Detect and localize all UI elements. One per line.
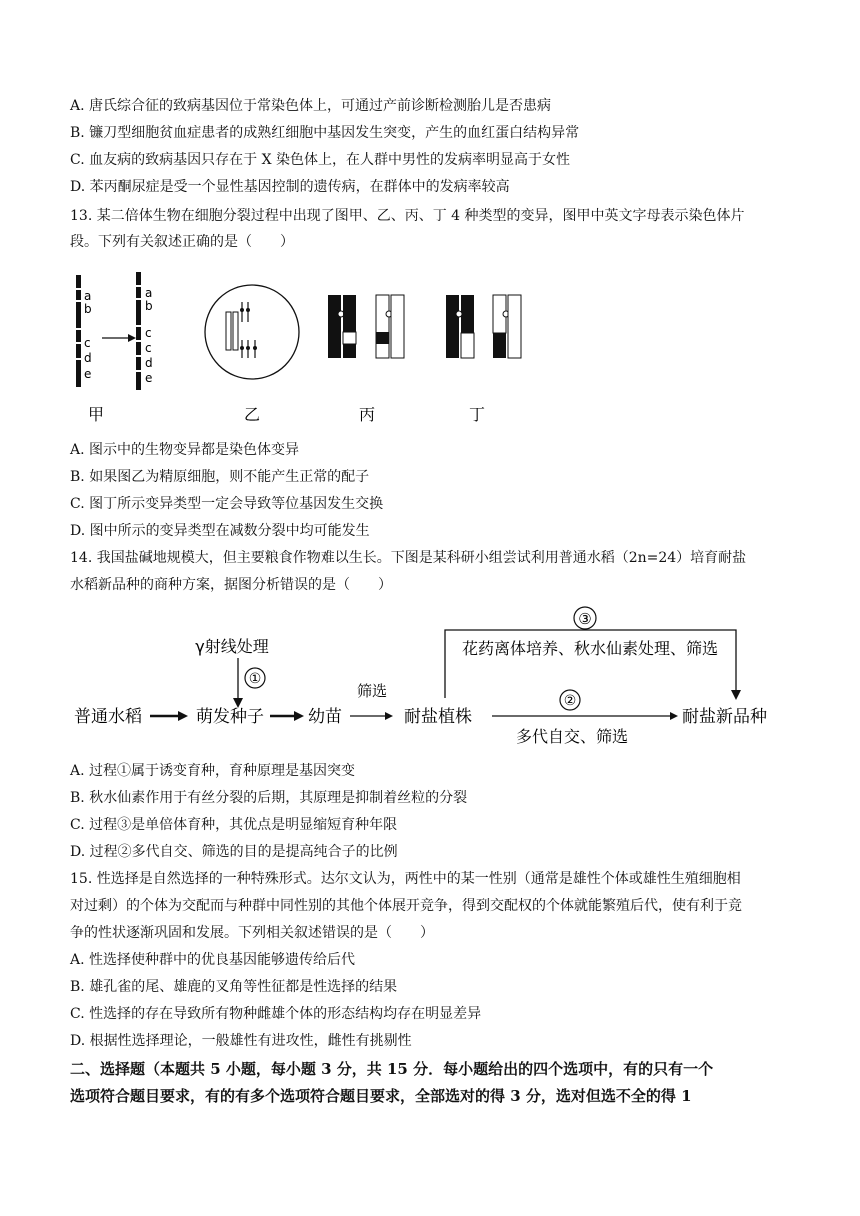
jia-left-letter-b: b bbox=[84, 302, 92, 316]
q14-stem-line2: 水稻新品种的商种方案，据图分析错误的是（ ） bbox=[70, 577, 392, 593]
q12-option-b: B. 镰刀型细胞贫血症患者的成熟红细胞中基因发生突变，产生的血红蛋白结构异常 bbox=[70, 125, 580, 141]
jia-right-letter-d: d bbox=[145, 356, 153, 370]
q15-stem-line3: 争的性状逐渐巩固和发展。下列相关叙述错误的是（ ） bbox=[70, 925, 434, 941]
q13-option-d: D. 图中所示的变异类型在减数分裂中均可能发生 bbox=[70, 523, 370, 539]
q13-option-a: A. 图示中的生物变异都是染色体变异 bbox=[70, 442, 300, 458]
jia-right-letter-c1: c bbox=[145, 326, 152, 340]
q13-chromosome-figure bbox=[60, 270, 560, 430]
q14-stem-line1: 14. 我国盐碱地规模大，但主要粮食作物难以生长。下图是某科研小组尝试利用普通水稻（2n=24）培育耐盐 bbox=[70, 550, 747, 566]
node-new-variety: 耐盐新品种 bbox=[682, 707, 767, 727]
jia-right-letter-b: b bbox=[145, 299, 153, 313]
q13-option-b: B. 如果图乙为精原细胞，则不能产生正常的配子 bbox=[70, 469, 370, 485]
jia-right-letter-a: a bbox=[145, 286, 153, 300]
step1-label: ① bbox=[248, 671, 262, 687]
jia-right-letter-c2: c bbox=[145, 341, 152, 355]
bing-chromosomes bbox=[328, 295, 404, 358]
jia-right-chromosome bbox=[135, 272, 153, 390]
node-seedling: 幼苗 bbox=[308, 707, 342, 727]
jia-right-letter-e: e bbox=[145, 371, 153, 385]
jia-left-chromosome bbox=[75, 275, 92, 387]
ding-chromosomes bbox=[446, 295, 521, 358]
yi-cell bbox=[205, 285, 299, 379]
jia-left-letter-c: c bbox=[84, 336, 91, 350]
q14-option-b: B. 秋水仙素作用于有丝分裂的后期，其原理是抑制着丝粒的分裂 bbox=[70, 790, 468, 806]
sieve-label: 筛选 bbox=[356, 682, 388, 700]
fig-label-ding: 丁 bbox=[469, 405, 486, 424]
q13-option-c: C. 图丁所示变异类型一定会导致等位基因发生交换 bbox=[70, 496, 384, 512]
fig-label-bing: 丙 bbox=[359, 405, 376, 424]
section2-heading-line1: 二、选择题（本题共 5 小题，每小题 3 分，共 15 分．每小题给出的四个选项中，有的只有一个 bbox=[70, 1060, 714, 1078]
q12-option-c: C. 血友病的致病基因只存在于 X 染色体上，在人群中男性的发病率明显高于女性 bbox=[70, 152, 570, 168]
q13-stem-line2: 段。下列有关叙述正确的是（ ） bbox=[70, 234, 294, 250]
fig-label-yi: 乙 bbox=[244, 405, 261, 424]
step2-text: 多代自交、筛选 bbox=[515, 727, 629, 746]
fig-label-jia: 甲 bbox=[88, 405, 105, 424]
q15-option-d: D. 根据性选择理论，一般雄性有进攻性，雌性有挑剔性 bbox=[70, 1033, 412, 1049]
q14-breeding-flow bbox=[60, 600, 800, 755]
step2-label: ② bbox=[563, 693, 577, 709]
q12-option-d: D. 苯丙酮尿症是受一个显性基因控制的遗传病，在群体中的发病率较高 bbox=[70, 179, 510, 195]
section2-heading-line2: 选项符合题目要求，有的有多个选项符合题目要求，全部选对的得 3 分，选对但选不全的得 1 bbox=[70, 1087, 692, 1105]
q15-option-c: C. 性选择的存在导致所有物种雌雄个体的形态结构均存在明显差异 bbox=[70, 1006, 482, 1022]
q12-option-a: A. 唐氏综合征的致病基因位于常染色体上，可通过产前诊断检测胎儿是否患病 bbox=[70, 98, 552, 114]
node-salt-tolerant-plant: 耐盐植株 bbox=[404, 707, 472, 727]
jia-left-letter-e: e bbox=[84, 367, 92, 381]
jia-left-letter-a: a bbox=[84, 289, 92, 303]
q14-option-a: A. 过程①属于诱变育种，育种原理是基因突变 bbox=[70, 763, 356, 779]
q15-option-a: A. 性选择使种群中的优良基因能够遗传给后代 bbox=[70, 952, 356, 968]
step3-text: 花药离体培养、秋水仙素处理、筛选 bbox=[461, 639, 719, 658]
gamma-ray-label: γ射线处理 bbox=[195, 637, 269, 656]
node-common-rice: 普通水稻 bbox=[74, 707, 142, 727]
q15-stem-line2: 对过剩）的个体为交配而与种群中同性别的其他个体展开竞争，得到交配权的个体就能繁殖后代，使有利于竞 bbox=[70, 898, 742, 914]
step3-label: ③ bbox=[578, 610, 592, 628]
q14-option-d: D. 过程②多代自交、筛选的目的是提高纯合子的比例 bbox=[70, 844, 398, 860]
node-germinating-seed: 萌发种子 bbox=[196, 707, 264, 727]
q14-option-c: C. 过程③是单倍体育种，其优点是明显缩短育种年限 bbox=[70, 817, 398, 833]
q15-stem-line1: 15. 性选择是自然选择的一种特殊形式。达尔文认为，两性中的某一性别（通常是雄性个体或雄性生殖细胞相 bbox=[70, 871, 741, 887]
q15-option-b: B. 雄孔雀的尾、雄鹿的叉角等性征都是性选择的结果 bbox=[70, 979, 398, 995]
q13-stem-line1: 13. 某二倍体生物在细胞分裂过程中出现了图甲、乙、丙、丁 4 种类型的变异，图甲中英文字母表示染色体片 bbox=[70, 208, 745, 224]
jia-left-letter-d: d bbox=[84, 351, 92, 365]
